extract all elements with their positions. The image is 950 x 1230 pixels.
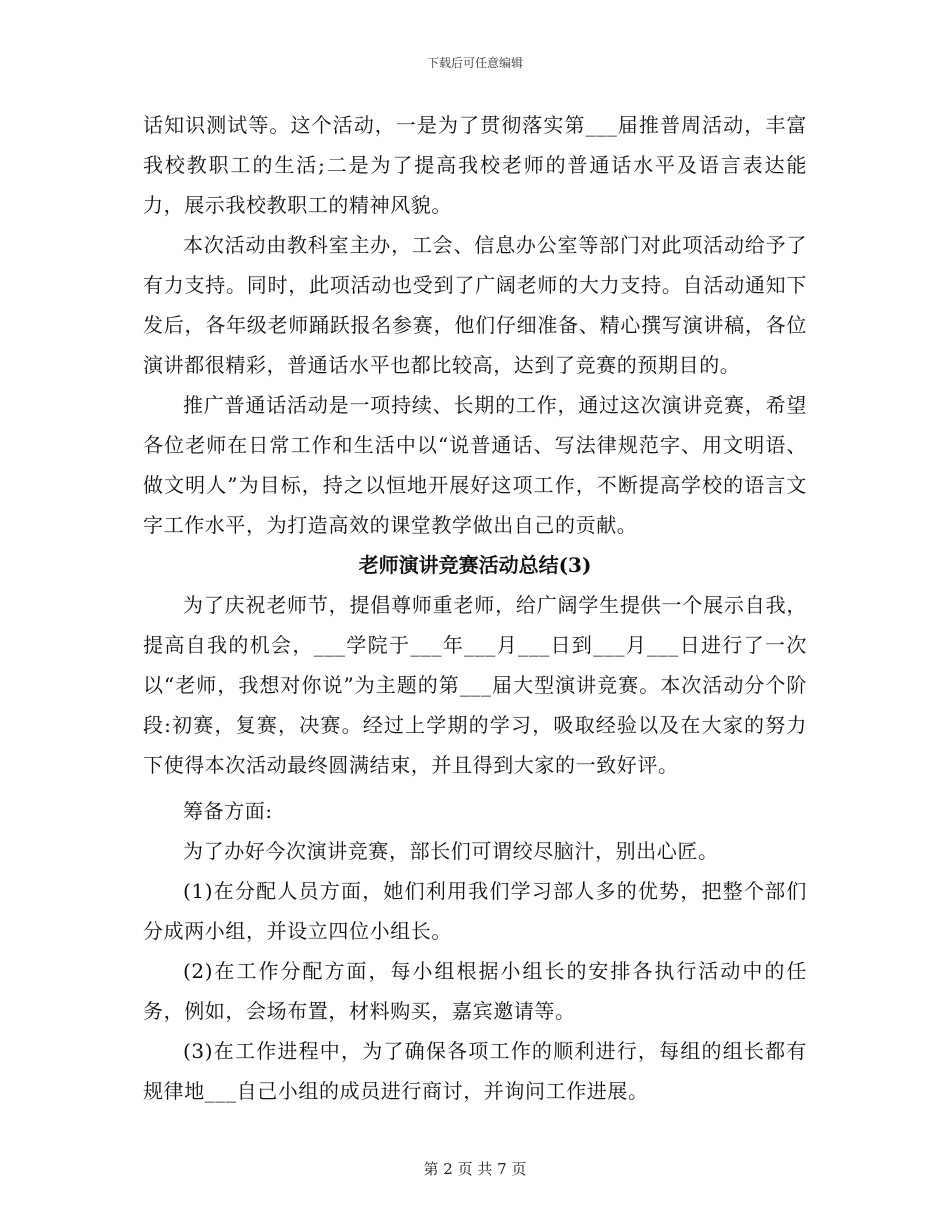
paragraph-support: 本次活动由教科室主办，工会、信息办公室等部门对此项活动给予了有力支持。同时，此项活动也受到了广阔老师的大力支持。自活动通知下发后，各年级老师踊跃报名参赛，他们仔细准备、精心撰写演讲稿，各位演讲都很精彩，普通话水平也都比较高，达到了竞赛的预期目的。 bbox=[143, 233, 807, 377]
section-title: 老师演讲竞赛活动总结(3) bbox=[358, 553, 592, 577]
list-item-1: (1)在分配人员方面，她们利用我们学习部人多的优势，把整个部们分成两小组，并设立四位小组长。 bbox=[143, 879, 807, 943]
page-indicator: 第 2 页 共 7 页 bbox=[423, 1160, 527, 1178]
preparation-paragraph: 为了办好今次演讲竞赛，部长们可谓绞尽脑汁，别出心匠。 bbox=[183, 839, 719, 863]
list-item-2: (2)在工作分配方面，每小组根据小组长的安排各执行活动中的任务，例如，会场布置，材料购买，嘉宾邀请等。 bbox=[143, 959, 807, 1023]
paragraph-continued: 话知识测试等。这个活动，一是为了贯彻落实第___届推普周活动，丰富我校教职工的生活;二是为了提高我校老师的普通话水平及语言表达能力，展示我校教职工的精神风貌。 bbox=[143, 113, 807, 217]
section-intro-paragraph: 为了庆祝老师节，提倡尊师重老师，给广阔学生提供一个展示自我，提高自我的机会，___学院于___年___月___日到___月___日进行了一次以“老师，我想对你说”为主题的第___届大型演讲竞赛。本次活动分个阶段:初赛，复赛，决赛。经过上学期的学习，吸取经验以及在大家的努力下使得本次活动最终圆满结束，并且得到大家的一致好评。 bbox=[143, 593, 807, 777]
document-body bbox=[143, 105, 807, 1111]
list-item-3: (3)在工作进程中，为了确保各项工作的顺利进行，每组的组长都有规律地___自己小组的成员进行商讨，并询问工作进展。 bbox=[143, 1039, 807, 1103]
header-note: 下载后可任意编辑 bbox=[426, 56, 523, 70]
paragraph-conclusion: 推广普通话活动是一项持续、长期的工作，通过这次演讲竞赛，希望各位老师在日常工作和生活中以“说普通话、写法律规范字、用文明语、做文明人”为目标，持之以恒地开展好这项工作，不断提高学校的语言文字工作水平，为打造高效的课堂教学做出自己的贡献。 bbox=[143, 393, 807, 537]
preparation-heading: 筹备方面: bbox=[183, 799, 273, 823]
